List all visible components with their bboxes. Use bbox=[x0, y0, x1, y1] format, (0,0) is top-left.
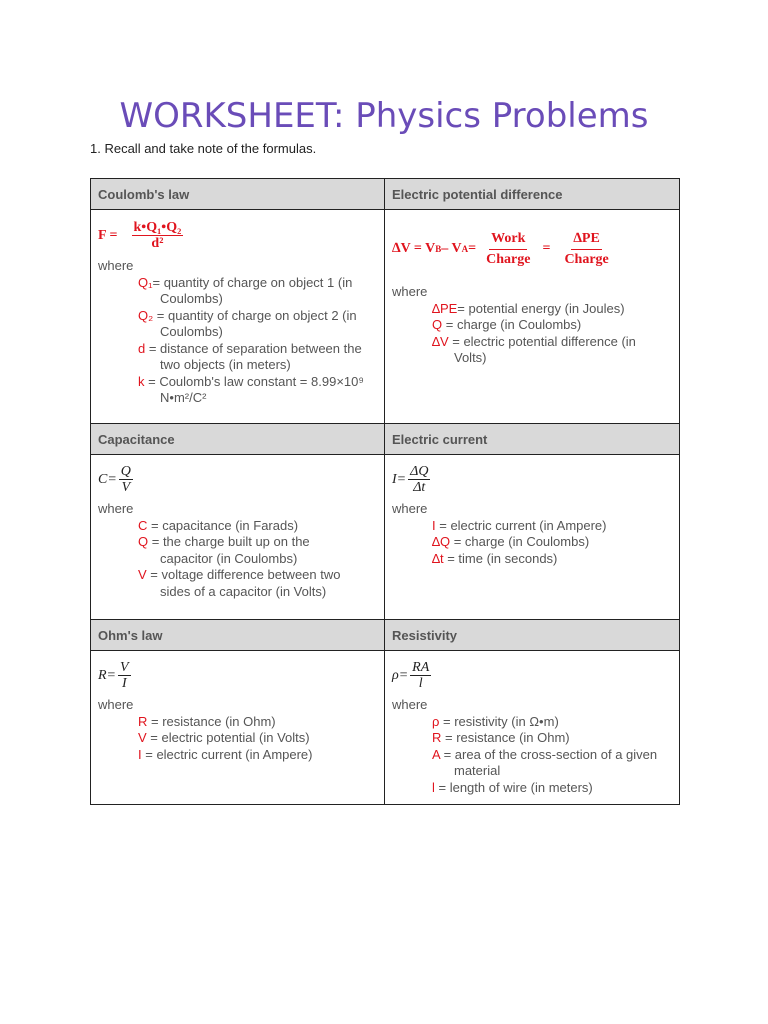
definition-item bbox=[392, 534, 672, 551]
formula-numerator: RA bbox=[412, 660, 430, 675]
formula-eq1: = bbox=[468, 240, 477, 256]
definition-text: = resistance (in Ohm) bbox=[147, 713, 276, 729]
definition-item bbox=[98, 567, 377, 600]
definition-symbol: k bbox=[138, 373, 145, 389]
formula-fraction bbox=[132, 220, 184, 252]
definition-symbol: R bbox=[432, 730, 442, 745]
cell-coulomb bbox=[91, 210, 385, 424]
definition-item bbox=[392, 714, 672, 731]
cell-header-potential: Electric potential difference bbox=[385, 179, 680, 210]
definition-text: = length of wire (in meters) bbox=[434, 779, 593, 795]
formula-table bbox=[90, 178, 680, 805]
definition-list bbox=[392, 518, 672, 568]
formula-fraction bbox=[408, 464, 430, 496]
formula-denominator: Charge bbox=[564, 251, 609, 267]
definition-item bbox=[98, 534, 377, 567]
definition-item bbox=[98, 308, 377, 341]
definition-text: = electric potential difference (in bbox=[448, 333, 636, 349]
definition-continuation: Coulombs) bbox=[160, 324, 223, 339]
definition-continuation: sides of a capacitor (in Volts) bbox=[160, 583, 327, 599]
formula-sub-b: B bbox=[435, 243, 442, 254]
definition-text: = potential energy (in Joules) bbox=[457, 300, 625, 316]
formula-denominator: Charge bbox=[486, 251, 531, 267]
formula-lhs: R= bbox=[98, 667, 116, 683]
definition-symbol: ∆Q bbox=[432, 534, 451, 549]
definition-text: = charge (in Coulombs) bbox=[442, 317, 582, 332]
definition-symbol: d bbox=[138, 340, 146, 356]
definition-list bbox=[98, 518, 377, 601]
definition-continuation: two objects (in meters) bbox=[160, 357, 291, 372]
definition-text: = resistivity (in Ω•m) bbox=[439, 713, 559, 729]
definition-symbol: l bbox=[432, 779, 435, 795]
formula-denominator: I bbox=[121, 676, 127, 691]
definition-item bbox=[392, 551, 672, 568]
capacitance-formula bbox=[98, 461, 377, 499]
definition-item bbox=[392, 730, 672, 747]
formula-numerator: k•Q₁•Q₂ bbox=[133, 220, 182, 235]
definition-symbol: V bbox=[138, 567, 147, 582]
formula-lhs: I= bbox=[392, 471, 407, 487]
definition-item bbox=[98, 714, 377, 731]
formula-numerator: V bbox=[120, 660, 129, 675]
definition-item bbox=[98, 747, 377, 764]
definition-text: = Coulomb's law constant = 8.99×10⁹ bbox=[144, 373, 364, 389]
intro-instruction: 1. Recall and take note of the formulas. bbox=[90, 141, 317, 156]
definition-list bbox=[98, 275, 377, 407]
formula-lhs: ∆V = V bbox=[392, 240, 436, 256]
definition-symbol: ∆t bbox=[432, 550, 444, 566]
definition-text: = electric potential (in Volts) bbox=[146, 730, 310, 745]
definition-text: = area of the cross-section of a given bbox=[439, 746, 658, 762]
definition-item bbox=[392, 301, 672, 318]
table-row bbox=[91, 620, 680, 651]
definition-item bbox=[98, 730, 377, 747]
formula-numerator: ∆PE bbox=[571, 229, 601, 250]
where-label: where bbox=[392, 284, 428, 299]
formula-eq2: = bbox=[542, 240, 551, 256]
definition-symbol: A bbox=[432, 746, 440, 762]
table-row bbox=[91, 424, 680, 455]
formula-lhs: F = bbox=[98, 227, 118, 243]
definition-list bbox=[392, 301, 672, 367]
definition-item bbox=[392, 747, 672, 780]
cell-header-ohm: Ohm's law bbox=[91, 620, 385, 651]
definition-symbol: Q bbox=[138, 534, 149, 549]
definition-item bbox=[98, 374, 377, 407]
definition-symbol: Q bbox=[432, 317, 443, 332]
definition-text: = capacitance (in Farads) bbox=[147, 517, 299, 533]
definition-text: = electric current (in Ampere) bbox=[435, 517, 607, 533]
definition-symbol: Q₂ bbox=[138, 307, 154, 323]
definition-text: = quantity of charge on object 1 (in bbox=[152, 274, 353, 290]
definition-item bbox=[98, 341, 377, 374]
formula-denominator: d² bbox=[151, 236, 164, 251]
definition-list bbox=[392, 714, 672, 797]
cell-capacitance bbox=[91, 455, 385, 620]
formula-denominator: l bbox=[418, 676, 423, 691]
formula-numerator: Q bbox=[120, 464, 131, 479]
cell-header-current: Electric current bbox=[385, 424, 680, 455]
formula-numerator: Work bbox=[489, 229, 527, 250]
where-label: where bbox=[98, 258, 134, 273]
definition-symbol: Q₁ bbox=[138, 274, 153, 290]
potential-formula bbox=[392, 224, 672, 274]
formula-lhs: ρ= bbox=[392, 667, 409, 683]
definition-item bbox=[392, 317, 672, 334]
cell-header-capacitance: Capacitance bbox=[91, 424, 385, 455]
definition-item bbox=[98, 275, 377, 308]
definition-symbol: ∆V bbox=[432, 333, 449, 349]
formula-mid: – V bbox=[441, 240, 462, 256]
coulomb-formula bbox=[98, 216, 377, 256]
where-label: where bbox=[98, 501, 134, 516]
table-row bbox=[91, 210, 680, 424]
definition-symbol: C bbox=[138, 517, 148, 533]
worksheet-title: WORKSHEET: Physics Problems bbox=[119, 96, 649, 136]
formula-fraction bbox=[410, 660, 431, 692]
where-label: where bbox=[98, 697, 134, 712]
formula-fraction-2 bbox=[562, 229, 610, 270]
definition-item bbox=[392, 518, 672, 535]
definition-continuation: N•m²/C² bbox=[160, 390, 207, 405]
formula-numerator: ΔQ bbox=[410, 464, 429, 479]
definition-symbol: V bbox=[138, 730, 147, 745]
definition-text: = voltage difference between two bbox=[146, 567, 341, 582]
cell-potential bbox=[385, 210, 680, 424]
current-formula bbox=[392, 461, 672, 499]
formula-sub-a: A bbox=[461, 243, 469, 254]
definition-text: = resistance (in Ohm) bbox=[441, 730, 570, 745]
cell-resistivity bbox=[385, 651, 680, 805]
table-row bbox=[91, 651, 680, 805]
cell-header-resistivity: Resistivity bbox=[385, 620, 680, 651]
resistivity-formula bbox=[392, 657, 672, 695]
cell-ohm bbox=[91, 651, 385, 805]
definition-symbol: R bbox=[138, 713, 148, 729]
definition-continuation: capacitor (in Coulombs) bbox=[160, 550, 298, 566]
table-row bbox=[91, 179, 680, 210]
definition-item bbox=[392, 334, 672, 367]
definition-text: = electric current (in Ampere) bbox=[141, 746, 313, 762]
definition-list bbox=[98, 714, 377, 764]
definition-symbol: I bbox=[432, 517, 436, 533]
ohm-formula bbox=[98, 657, 377, 695]
where-label: where bbox=[392, 697, 428, 712]
definition-text: = the charge built up on the bbox=[148, 534, 310, 549]
definition-text: = charge (in Coulombs) bbox=[450, 534, 590, 549]
formula-lhs: C= bbox=[98, 471, 117, 487]
formula-fraction bbox=[118, 660, 131, 692]
formula-fraction-1 bbox=[484, 229, 532, 270]
definition-continuation: material bbox=[454, 763, 501, 778]
definition-symbol: I bbox=[138, 746, 142, 762]
formula-fraction bbox=[119, 464, 133, 496]
definition-continuation: Volts) bbox=[454, 350, 487, 365]
formula-denominator: V bbox=[121, 480, 131, 495]
definition-symbol: ρ bbox=[432, 713, 440, 729]
definition-text: = time (in seconds) bbox=[443, 550, 558, 566]
definition-text: = quantity of charge on object 2 (in bbox=[153, 307, 357, 323]
where-label: where bbox=[392, 501, 428, 516]
definition-text: = distance of separation between the bbox=[145, 340, 362, 356]
table-row bbox=[91, 455, 680, 620]
definition-item bbox=[392, 780, 672, 797]
definition-symbol: ∆PE bbox=[432, 300, 458, 316]
cell-header-coulomb: Coulomb's law bbox=[91, 179, 385, 210]
definition-continuation: Coulombs) bbox=[160, 291, 223, 306]
cell-current bbox=[385, 455, 680, 620]
formula-denominator: Δt bbox=[413, 480, 426, 495]
definition-item bbox=[98, 518, 377, 535]
